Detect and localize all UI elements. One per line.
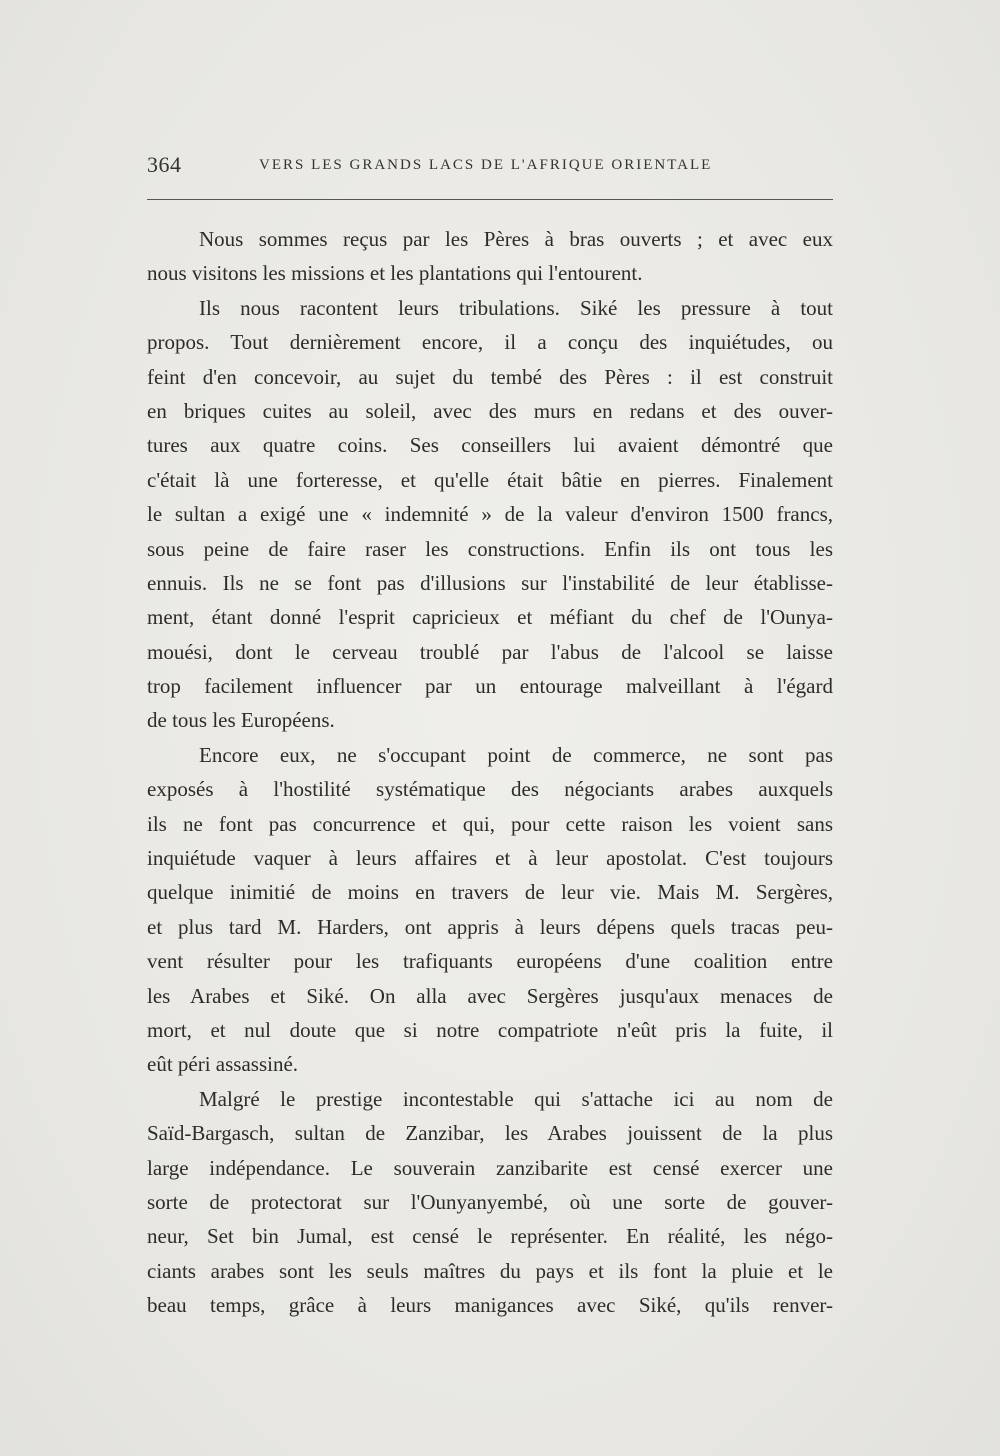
header-rule — [147, 199, 833, 200]
text-line: sorte de protectorat sur l'Ounyanyembé, où une sorte de gouver- — [147, 1189, 833, 1214]
text-line: ils ne font pas concurrence et qui, pour cette raison les voient sans — [147, 811, 833, 836]
text-line: ennuis. Ils ne se font pas d'illusions sur l'instabilité de leur établisse- — [147, 570, 833, 595]
text-line: quelque inimitié de moins en travers de leur vie. Mais M. Sergères, — [147, 880, 833, 905]
text-line: sous peine de faire raser les constructions. Enfin ils ont tous les — [147, 536, 833, 561]
page-number: 364 — [147, 152, 182, 177]
text-line: c'était là une forteresse, et qu'elle était bâtie en pierres. Finalement — [147, 467, 833, 492]
text-line: Malgré le prestige incontestable qui s'attache ici au nom de — [199, 1086, 833, 1111]
text-line: inquiétude vaquer à leurs affaires et à leur apostolat. C'est toujours — [147, 846, 833, 871]
text-line: vent résulter pour les trafiquants européens d'une coalition entre — [147, 949, 833, 974]
text-line: ment, étant donné l'esprit capricieux et méfiant du chef de l'Ounya- — [147, 605, 833, 630]
text-line: tures aux quatre coins. Ses conseillers lui avaient démontré que — [147, 433, 833, 458]
text-line: le sultan a exigé une « indemnité » de la valeur d'environ 1500 francs, — [147, 502, 833, 527]
text-line: Saïd-Bargasch, sultan de Zanzibar, les Arabes jouissent de la plus — [147, 1121, 833, 1146]
text-line: et plus tard M. Harders, ont appris à leurs dépens quels tracas peu- — [147, 914, 833, 939]
text-line: nous visitons les missions et les plantations qui l'entourent. — [147, 261, 643, 286]
text-line: exposés à l'hostilité systématique des négociants arabes auxquels — [147, 777, 833, 802]
text-line: large indépendance. Le souverain zanzibarite est censé exercer une — [147, 1155, 833, 1180]
text-line: mouési, dont le cerveau troublé par l'abus de l'alcool se laisse — [147, 639, 833, 664]
text-line: les Arabes et Siké. On alla avec Sergères jusqu'aux menaces de — [147, 983, 833, 1008]
text-line: eût péri assassiné. — [147, 1052, 299, 1077]
text-line: propos. Tout dernièrement encore, il a conçu des inquiétudes, ou — [147, 330, 833, 355]
text-line: ciants arabes sont les seuls maîtres du pays et ils font la pluie et le — [147, 1258, 833, 1283]
running-title: VERS LES GRANDS LACS DE L'AFRIQUE ORIENTALE — [259, 157, 713, 173]
text-line: feint d'en concevoir, au sujet du tembé des Pères : il est construit — [147, 364, 833, 389]
text-line: Ils nous racontent leurs tribulations. Siké les pressure à tout — [199, 295, 833, 320]
text-line: de tous les Européens. — [147, 708, 335, 733]
running-head — [147, 152, 833, 186]
text-line: neur, Set bin Jumal, est censé le représenter. En réalité, les négo- — [147, 1224, 833, 1249]
text-line: Nous sommes reçus par les Pères à bras ouverts ; et avec eux — [199, 227, 833, 251]
body-text — [147, 222, 833, 1323]
text-line: Encore eux, ne s'occupant point de commerce, ne sont pas — [199, 742, 833, 767]
text-line: mort, et nul doute que si notre compatriote n'eût pris la fuite, il — [147, 1017, 833, 1042]
text-line: trop facilement influencer par un entourage malveillant à l'égard — [147, 674, 833, 699]
text-line: en briques cuites au soleil, avec des murs en redans et des ouver- — [147, 398, 833, 423]
text-line: beau temps, grâce à leurs manigances avec Siké, qu'ils renver- — [147, 1293, 833, 1318]
